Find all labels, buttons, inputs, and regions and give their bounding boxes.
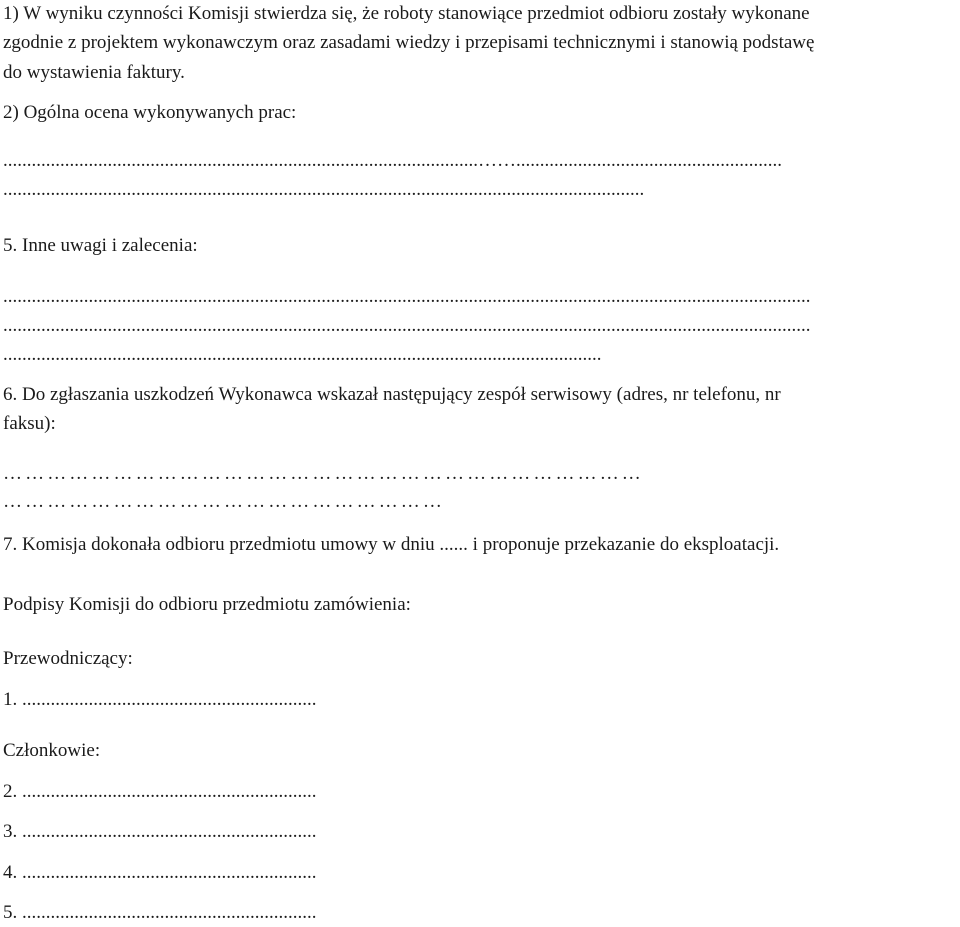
item6-ellipsis-line1: …………………………………………………………………………… bbox=[3, 463, 644, 484]
chair-label: Przewodniczący: bbox=[3, 648, 133, 669]
item2-dots-line1: ....................................................................................................……........................................................ bbox=[3, 150, 782, 171]
member-signature-line-2: 2. .............................................................. bbox=[3, 781, 317, 802]
item5-dots-line1: .......................................................................................................................................................................... bbox=[3, 286, 811, 307]
item5-dots-line3: .............................................................................................................................. bbox=[3, 344, 602, 365]
item7-statement: 7. Komisja dokonała odbioru przedmiotu umowy w dniu ...... i proponuje przekazanie do eksploatacji. bbox=[3, 534, 780, 555]
item5-dots-line2: .......................................................................................................................................................................... bbox=[3, 315, 811, 336]
member-signature-line-5: 5. .............................................................. bbox=[3, 902, 317, 923]
item5-heading: 5. Inne uwagi i zalecenia: bbox=[3, 235, 198, 256]
item1-line2: zgodnie z projektem wykonawczym oraz zasadami wiedzy i przepisami technicznymi i stanowią podstawę bbox=[3, 32, 815, 53]
item1-line1: 1) W wyniku czynności Komisji stwierdza się, że roboty stanowiące przedmiot odbioru zostały wykonane bbox=[3, 3, 810, 24]
item6-line1: 6. Do zgłaszania uszkodzeń Wykonawca wskazał następujący zespół serwisowy (adres, nr telefonu, nr bbox=[3, 384, 781, 405]
item2-dots-line2: ....................................................................................................................................... bbox=[3, 179, 645, 200]
item1-line3: do wystawienia faktury. bbox=[3, 62, 185, 83]
member-signature-line-4: 4. .............................................................. bbox=[3, 862, 317, 883]
signatures-heading: Podpisy Komisji do odbioru przedmiotu zamówienia: bbox=[3, 594, 411, 615]
chair-signature-line: 1. .............................................................. bbox=[3, 689, 317, 710]
item2-heading: 2) Ogólna ocena wykonywanych prac: bbox=[3, 102, 297, 123]
member-signature-line-3: 3. .............................................................. bbox=[3, 821, 317, 842]
item6-line2: faksu): bbox=[3, 413, 56, 434]
members-label: Członkowie: bbox=[3, 740, 101, 761]
item6-ellipsis-line2: …………………………………………………… bbox=[3, 491, 445, 512]
